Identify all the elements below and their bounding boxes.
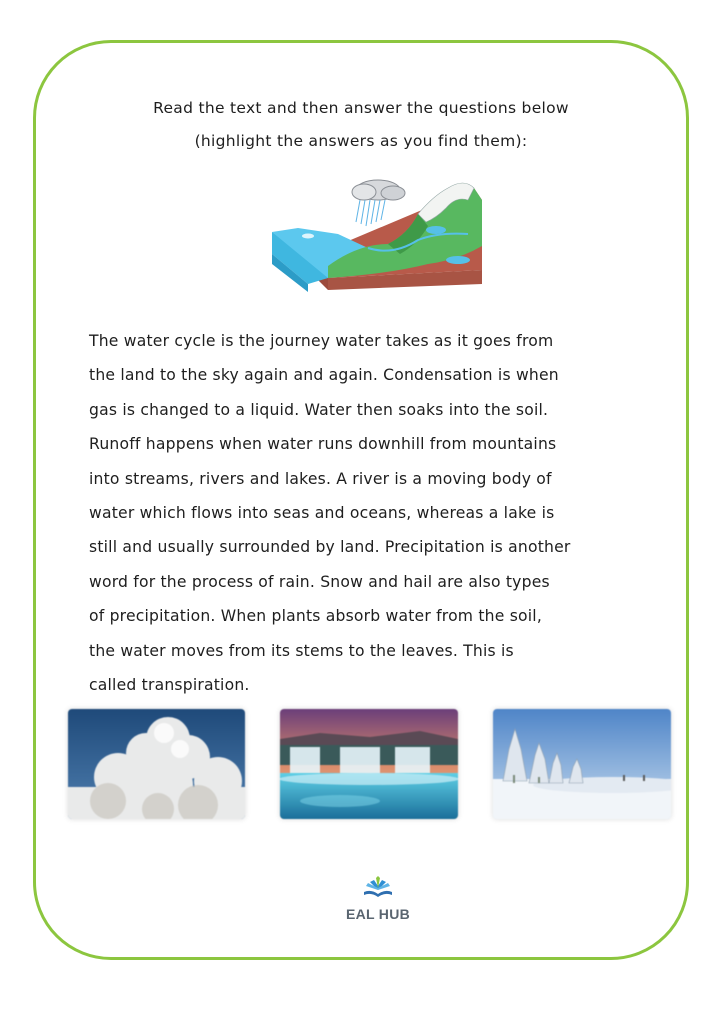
book-with-leaves-icon — [360, 876, 396, 900]
passage-line: The water cycle is the journey water takes as it goes from — [89, 332, 554, 350]
rain-cloud-icon — [352, 180, 405, 226]
passage-line: word for the process of rain. Snow and hail are also types — [89, 572, 550, 591]
passage-line: Runoff happens when water runs downhill from mountains — [89, 435, 557, 454]
cumulus-clouds-photo — [68, 709, 245, 819]
water-cycle-diagram — [268, 174, 488, 298]
instructions-heading — [33, 92, 689, 158]
eal-hub-logo — [332, 876, 424, 922]
passage-line: gas is changed to a liquid. Water then soaks into the soil. — [89, 400, 549, 419]
snowy-landscape-photo — [493, 709, 671, 819]
passage-line: into streams, rivers and lakes. A river is a moving body of — [89, 469, 552, 488]
passage-line: water which flows into seas and oceans, whereas a lake is — [89, 504, 555, 523]
instructions-line-1: Read the text and then answer the questions below — [153, 99, 569, 117]
passage-line: of precipitation. When plants absorb water from the soil, — [89, 607, 542, 626]
instructions-line-2: (highlight the answers as you find them): — [194, 132, 528, 150]
passage-line: the land to the sky again and again. Condensation is when — [89, 366, 559, 385]
logo-text: EAL HUB — [345, 906, 411, 922]
passage-line: the water moves from its stems to the leaves. This is — [89, 641, 514, 660]
passage-line: still and usually surrounded by land. Precipitation is another — [89, 538, 571, 557]
passage-line: called transpiration. — [89, 676, 250, 695]
waterfall-photo — [280, 709, 458, 819]
passage-text — [89, 324, 649, 702]
